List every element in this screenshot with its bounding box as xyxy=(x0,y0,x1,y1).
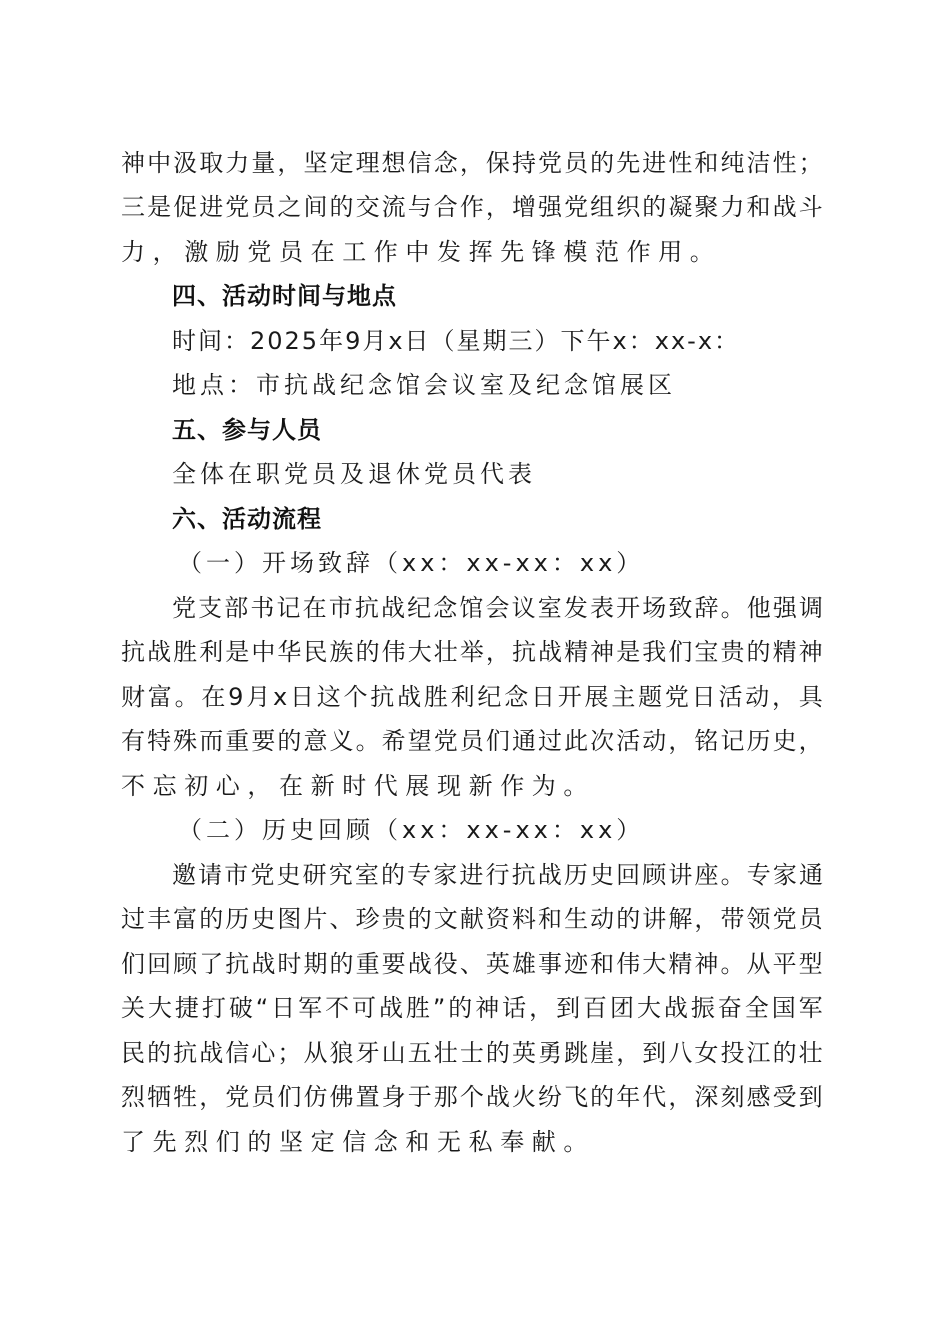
activity-location: 地点：市抗战纪念馆会议室及纪念馆展区 xyxy=(172,371,676,399)
body-line: 们 回 顾 了 抗 战 时 期 的 重 要 战 役 、 英 雄 事 迹 和 伟 大 精 神 。 从 平 型 xyxy=(121,950,823,978)
section-heading-participants: 五、参与人员 xyxy=(172,416,322,444)
body-line: 关 大 捷 打 破 “ 日 军 不 可 战 胜 ” 的 神 话 ， 到 百 团 大 战 振 奋 全 国 军 xyxy=(121,994,823,1022)
body-line: 烈 牺 牲 ， 党 员 们 仿 佛 置 身 于 那 个 战 火 纷 飞 的 年 代 ， 深 刻 感 受 到 xyxy=(121,1083,823,1111)
step-heading-history-review: （二）历史回顾（xx：xx-xx：xx） xyxy=(178,816,645,844)
participants-text: 全体在职党员及退休党员代表 xyxy=(172,460,536,488)
body-line: 党 支 部 书 记 在 市 抗 战 纪 念 馆 会 议 室 发 表 开 场 致 辞 。 他 强 调 xyxy=(172,594,823,622)
body-line: 不忘初心，在新时代展现新作为。 xyxy=(121,772,595,800)
activity-time: 时间：2025年9月x日（星期三）下午x：xx-x： xyxy=(172,327,741,355)
body-line: 力，激励党员在工作中发挥先锋模范作用。 xyxy=(121,238,722,266)
body-line: 神 中 汲 取 力 量 ， 坚 定 理 想 信 念 ， 保 持 党 员 的 先 进 性 和 纯 洁 性 ； xyxy=(121,149,823,177)
section-heading-time-location: 四、活动时间与地点 xyxy=(172,282,397,310)
body-line: 邀 请 市 党 史 研 究 室 的 专 家 进 行 抗 战 历 史 回 顾 讲 座 。 专 家 通 xyxy=(172,861,823,889)
section-heading-process: 六、活动流程 xyxy=(172,505,322,533)
body-line: 三 是 促 进 党 员 之 间 的 交 流 与 合 作 ， 增 强 党 组 织 的 凝 聚 力 和 战 斗 xyxy=(121,193,823,221)
body-line: 过 丰 富 的 历 史 图 片 、 珍 贵 的 文 献 资 料 和 生 动 的 讲 解 ， 带 领 党 员 xyxy=(121,905,823,933)
body-line: 抗 战 胜 利 是 中 华 民 族 的 伟 大 壮 举 ， 抗 战 精 神 是 我 们 宝 贵 的 精 神 xyxy=(121,638,823,666)
body-line: 民 的 抗 战 信 心 ； 从 狼 牙 山 五 壮 士 的 英 勇 跳 崖 ， 到 八 女 投 江 的 壮 xyxy=(121,1039,823,1067)
body-line: 有 特 殊 而 重 要 的 意 义 。 希 望 党 员 们 通 过 此 次 活 动 ， 铭 记 历 史 ， xyxy=(121,727,823,755)
step-heading-opening: （一）开场致辞（xx：xx-xx：xx） xyxy=(178,549,645,577)
body-line: 财 富 。 在 9 月 x 日 这 个 抗 战 胜 利 纪 念 日 开 展 主 题 党 日 活 动 ， 具 xyxy=(121,683,823,711)
body-line: 了先烈们的坚定信念和无私奉献。 xyxy=(121,1128,595,1156)
